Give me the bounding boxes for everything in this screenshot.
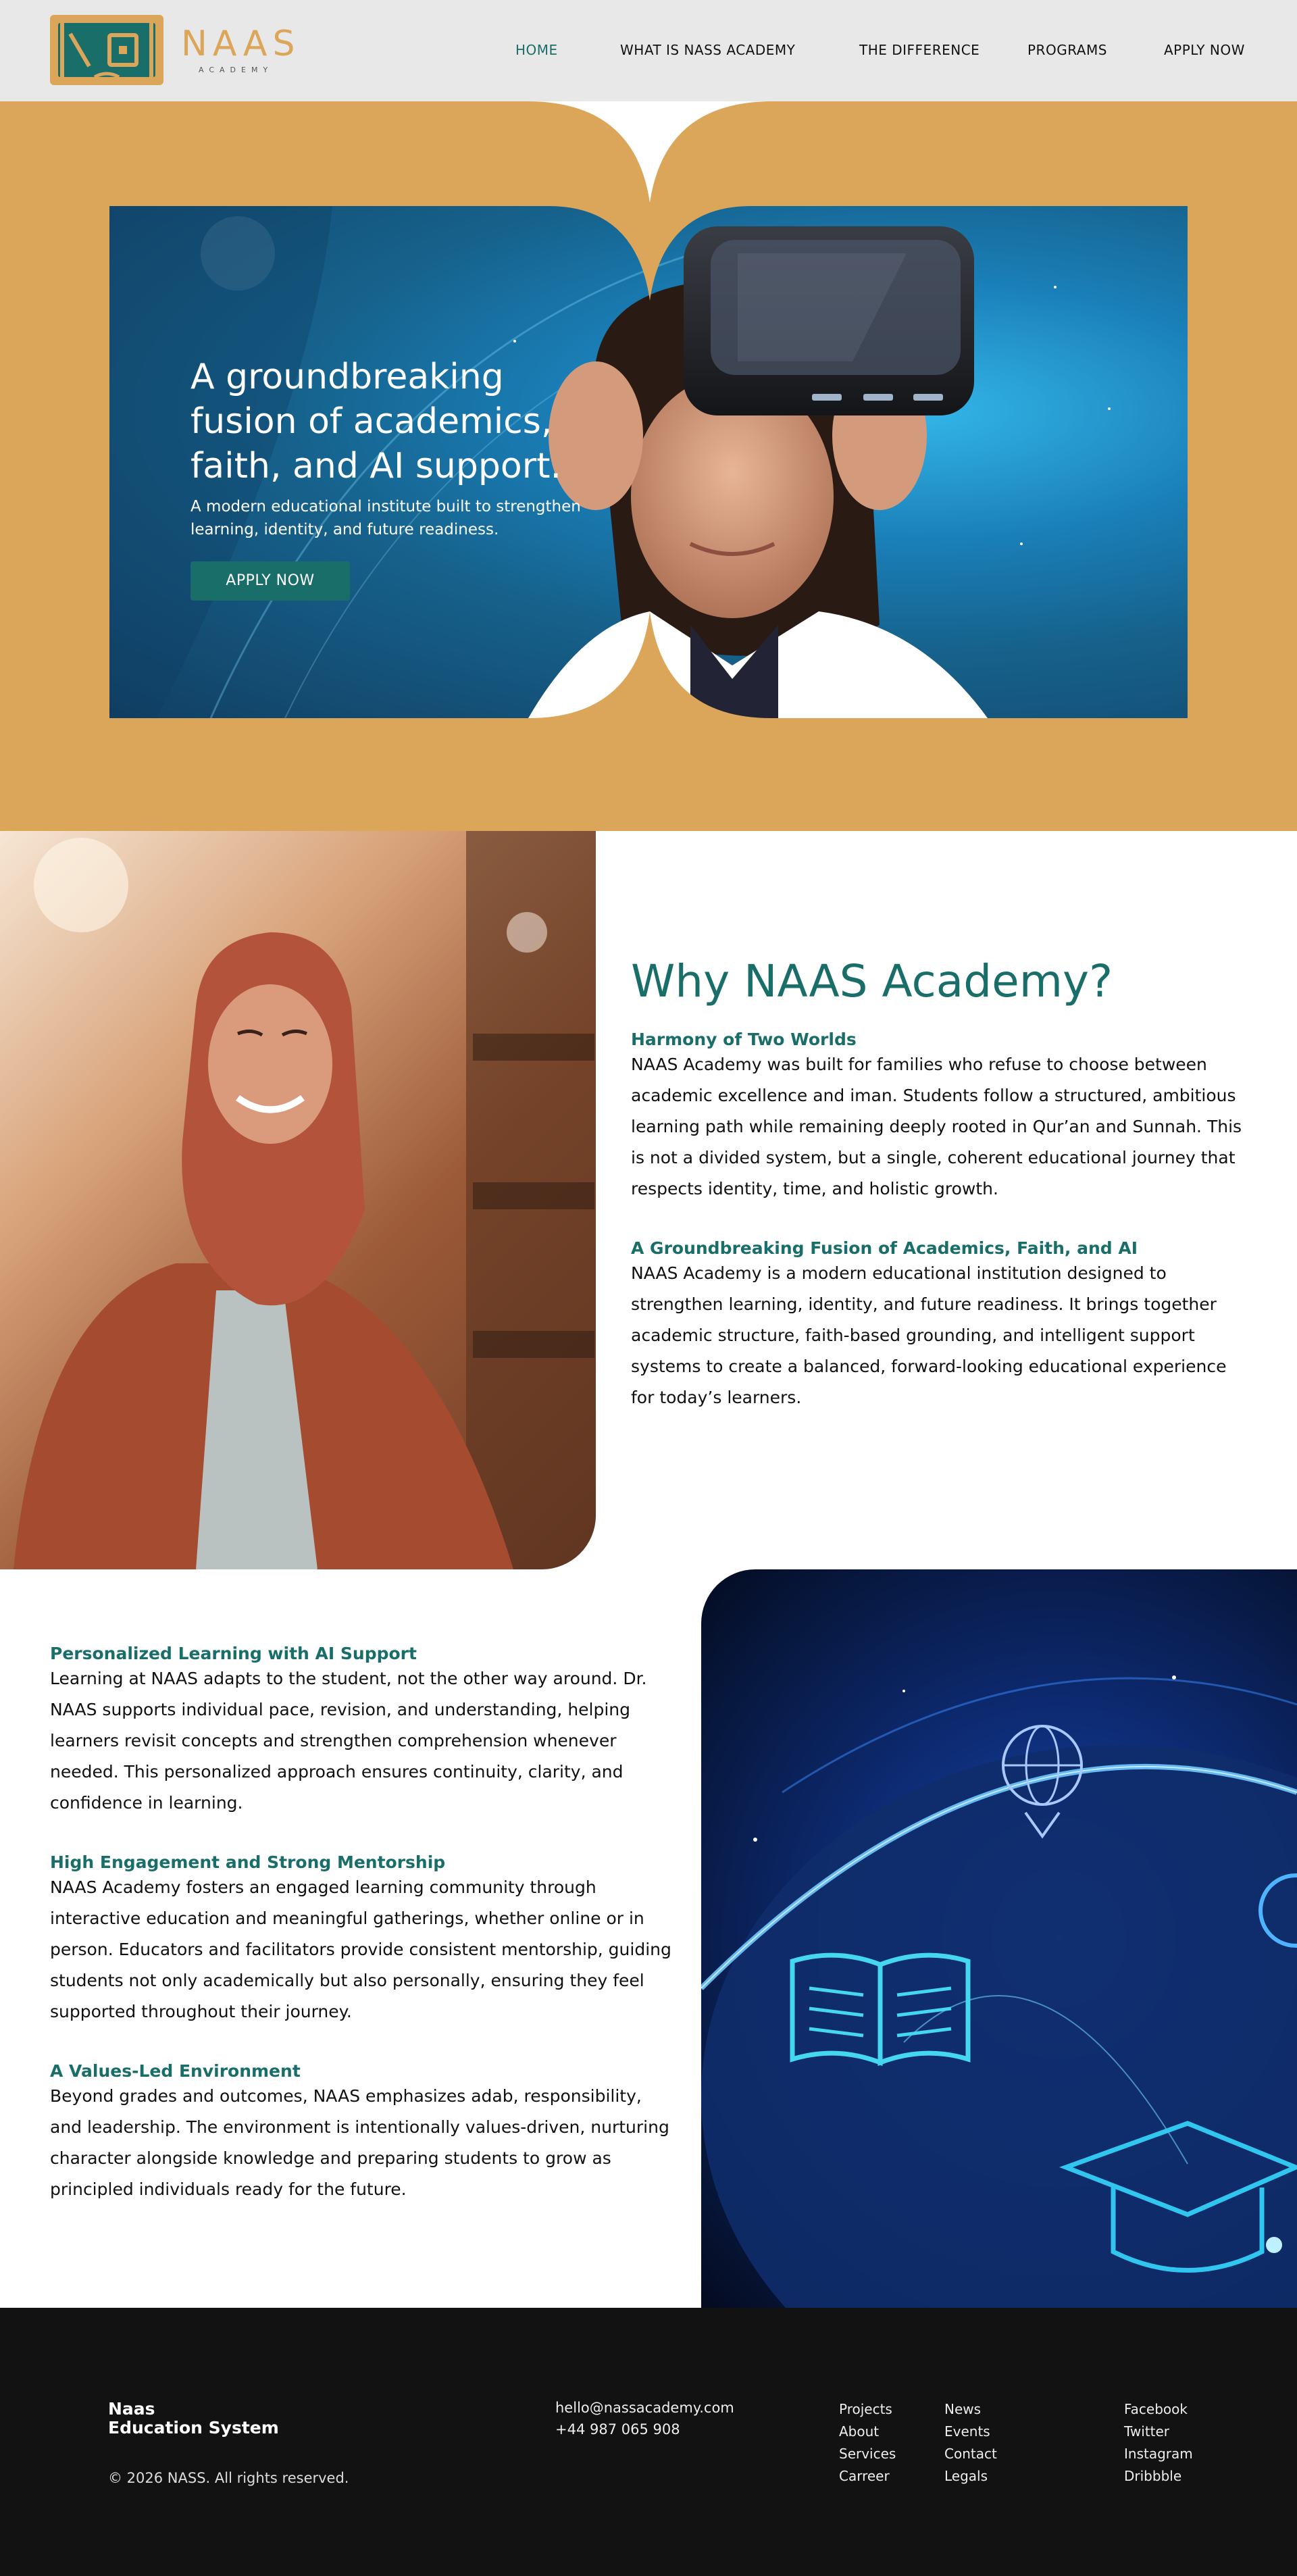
nav-programs[interactable]: PROGRAMS [1027,42,1107,58]
hero-text [190,355,623,601]
nav-what-is-nass[interactable]: WHAT IS NASS ACADEMY [620,42,796,58]
footer-link[interactable]: Legals [944,2468,988,2484]
features-section [0,1569,1297,2308]
footer-link[interactable]: Twitter [1124,2423,1170,2440]
digital-globe-illustration [701,1569,1297,2308]
footer-phone[interactable]: +44 987 065 908 [555,2421,680,2438]
footer-brand: Naas Education System [108,2399,279,2438]
feature-values [50,2061,671,2205]
main-nav [0,42,1297,59]
hero-subtitle: A modern educational institute built to strengthen learning, identity, and future readiness. [190,498,581,538]
why-block-body: NAAS Academy is a modern educational institution designed to strengthen learning, identity, and future readiness. It brings together academic structure, faith-based grounding, and intelligent support systems to create a balanced, forward-looking educational experience for today’s learners. [631,1263,1227,1407]
feature-body: Beyond grades and outcomes, NAAS emphasizes adab, responsibility, and leadership. The environment is intentionally values-driven, nurturing character alongside knowledge and preparing students to grow as principled individuals ready for the future. [50,2086,669,2199]
hero-image [109,206,1188,718]
logo-sub: ACADEMY [199,65,274,74]
footer-link[interactable]: Events [944,2423,990,2440]
footer-link[interactable]: Carreer [839,2468,890,2484]
nav-home[interactable]: HOME [515,42,558,58]
footer-copyright: © 2026 NASS. All rights reserved. [108,2470,349,2486]
footer-link[interactable]: Contact [944,2446,997,2462]
site-footer [0,2308,1297,2576]
why-block-harmony [631,1030,1252,1205]
feature-body: Learning at NAAS adapts to the student, not the other way around. Dr. NAAS supports individual pace, revision, and understanding, helping learners revisit concepts and strengthen comprehension whenever needed. This personalized approach ensures continuity, clarity, and confidence in learning. [50,1669,647,1813]
apply-now-button[interactable]: APPLY NOW [190,561,350,601]
site-header [0,0,1297,101]
footer-contact [555,2397,734,2440]
nav-apply-now[interactable]: APPLY NOW [1164,42,1245,58]
footer-links-info [944,2398,997,2487]
footer-link[interactable]: News [944,2401,982,2417]
footer-links-social [1124,2398,1193,2487]
footer-link[interactable]: Instagram [1124,2446,1193,2462]
feature-heading: High Engagement and Strong Mentorship [50,1852,446,1872]
why-section [0,831,1297,1569]
why-block-heading: A Groundbreaking Fusion of Academics, Faith, and AI [631,1238,1138,1258]
footer-link[interactable]: Projects [839,2401,892,2417]
feature-ai-support [50,1644,671,1819]
hero-section [0,101,1297,831]
why-content [631,955,1252,1413]
footer-links-company [839,2398,896,2487]
why-title: Why NAAS Academy? [631,955,1113,1007]
footer-email[interactable]: hello@nassacademy.com [555,2400,734,2416]
feature-mentorship [50,1852,671,2027]
feature-heading: A Values-Led Environment [50,2061,301,2081]
why-block-heading: Harmony of Two Worlds [631,1030,857,1049]
nav-the-difference[interactable]: THE DIFFERENCE [859,42,980,58]
footer-link[interactable]: About [839,2423,880,2440]
footer-link[interactable]: Services [839,2446,896,2462]
student-library-photo [0,831,596,1569]
why-block-body: NAAS Academy was built for families who refuse to choose between academic excellence and iman. Students follow a structured, ambitious learning path while remaining deeply rooted in Qur’an and Sunnah. This is not a divided system, but a single, coherent educational journey that respects identity, time, and holistic growth. [631,1055,1242,1198]
features-content [50,1644,671,2205]
footer-link[interactable]: Facebook [1124,2401,1188,2417]
why-block-fusion [631,1238,1252,1413]
feature-body: NAAS Academy fosters an engaged learning community through interactive education and meaningful gatherings, whether online or in person. Educators and facilitators provide consistent mentorship, guiding students not only academically but also personally, ensuring they feel supported throughout their journey. [50,1877,671,2021]
feature-heading: Personalized Learning with AI Support [50,1644,417,1663]
footer-link[interactable]: Dribbble [1124,2468,1182,2484]
logo-name: NAAS [181,23,301,64]
hero-title: A groundbreaking fusion of academics, faith, and AI support. [190,357,561,486]
